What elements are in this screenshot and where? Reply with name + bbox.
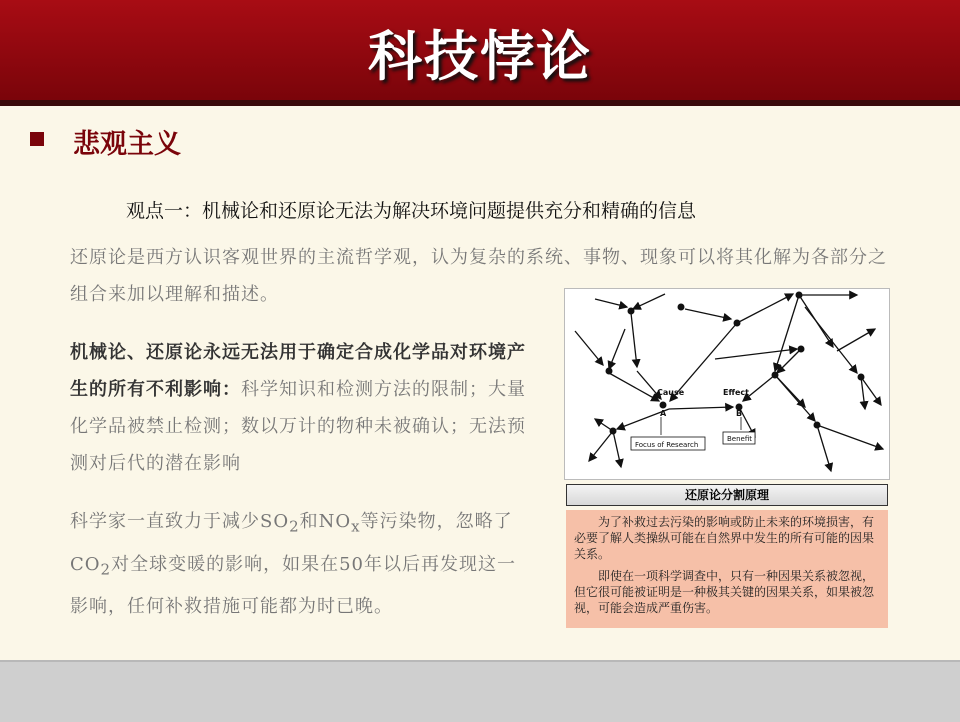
p3-text-2: 和NO — [299, 511, 352, 532]
explanation-box — [566, 510, 888, 628]
paragraph-co2 — [70, 503, 530, 625]
p3-sub-2: x — [351, 517, 361, 536]
p3-text-1: 科学家一直致力于减少SO — [70, 511, 290, 532]
p3-text-3: 等污染物，忽略了CO — [70, 511, 513, 575]
paragraph-limitations-rest: 科学知识和检测方法的限制；大量化学品被禁止检测；数以万计的物种未被确认；无法预测对后代的潜在影响 — [70, 379, 526, 474]
benefit-label: Benefit — [727, 435, 753, 443]
node-b-label: B — [736, 409, 743, 418]
viewpoint-heading: 观点一：机械论和还原论无法为解决环境问题提供充分和精确的信息 — [126, 200, 697, 222]
cause-label: Cause — [657, 388, 685, 397]
explanation-p2: 即使在一项科学调查中，只有一种因果关系被忽视，但它很可能被证明是一种极其关键的因果关系，如果被忽视，可能会造成严重伤害。 — [574, 569, 875, 615]
paragraph-limitations — [70, 334, 530, 482]
focus-label: Focus of Research — [635, 441, 699, 449]
footer-bar — [0, 660, 960, 722]
explanation-p1: 为了补救过去污染的影响或防止未来的环境损害，有必要了解人类操纵可能在自然界中发生的所有可能的因果关系。 — [574, 515, 875, 561]
section-title: 悲观主义 — [73, 129, 181, 160]
p3-sub-1: 2 — [289, 517, 300, 536]
diagram-caption: 还原论分割原理 — [566, 484, 888, 506]
node-a-label: A — [660, 409, 667, 418]
effect-label: Effect — [723, 388, 749, 397]
paragraph-limitations-bold: 机械论、还原论永远无法用于确定合成化学品对环境产生的所有不利影响： — [70, 342, 526, 400]
paragraph-reductionism: 还原论是西方认识客观世界的主流哲学观，认为复杂的系统、事物、现象可以将其化解为各部分之组合来加以理解和描述。 — [70, 247, 887, 305]
p3-text-4: 对全球变暖的影响，如果在50年以后再发现这一影响，任何补救措施可能都为时已晚。 — [70, 553, 516, 618]
p3-sub-3: 2 — [100, 560, 112, 579]
bullet-square-icon — [30, 132, 44, 146]
causal-network-diagram — [564, 288, 890, 480]
slide-title: 科技悖论 — [368, 25, 592, 88]
banner-divider — [0, 100, 960, 106]
